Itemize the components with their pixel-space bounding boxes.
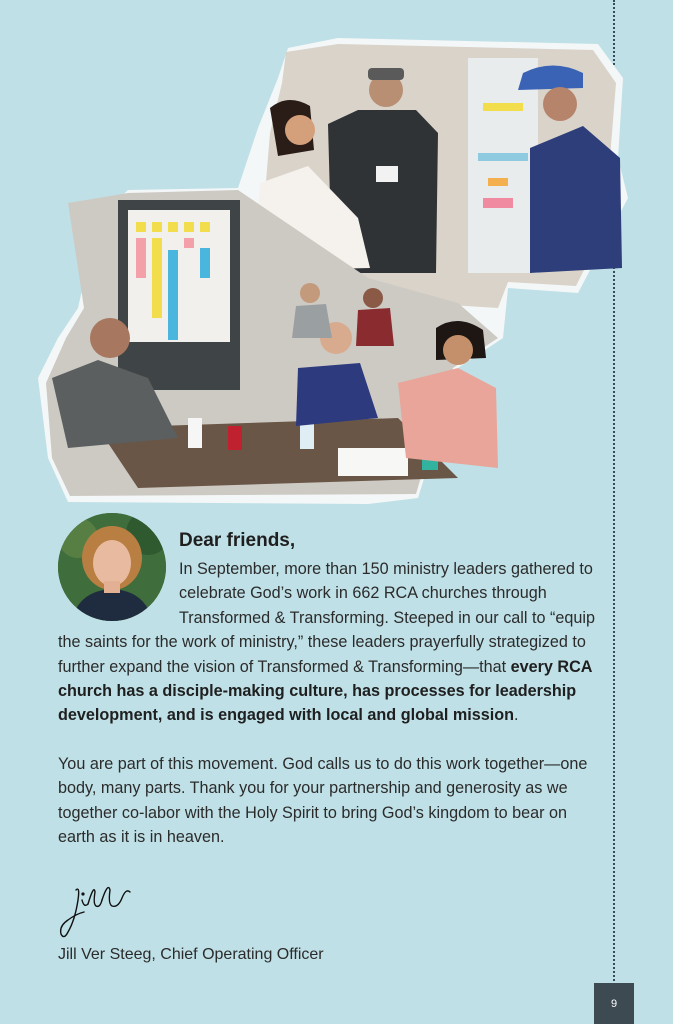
page-number: 9 (594, 983, 634, 1024)
letter-paragraph-2: You are part of this movement. God calls us to do this work together—one body, many parts. Thank you for your partnership and generosity as we together co-labor with the Holy Spirit to bring God’s kingdom to bear on earth as it is in heaven. (58, 754, 588, 847)
letter-body (58, 557, 598, 849)
handwritten-signature (58, 878, 138, 942)
paragraph-1-emphasis: every RCA church has a disciple-making culture, has processes for leadership development, and is engaged with local and global mission (58, 657, 592, 725)
paragraph-1-intro: In September, more than 150 ministry leaders gathered to celebrate God’s work in 662 RCA churches through Transformed & Transforming. Steeped in our call to “equip the saints for the work of ministry,” these leaders prayerfully strategized to further expand the vision of Transformed & Transforming—that (58, 560, 595, 676)
author-signoff: Jill Ver Steeg, Chief Operating Officer (58, 946, 324, 963)
paragraph-1-ending: . (514, 706, 519, 725)
group-photo (38, 38, 628, 508)
letter-greeting: Dear friends, (179, 530, 296, 551)
portrait-wrap-spacer (58, 557, 179, 630)
